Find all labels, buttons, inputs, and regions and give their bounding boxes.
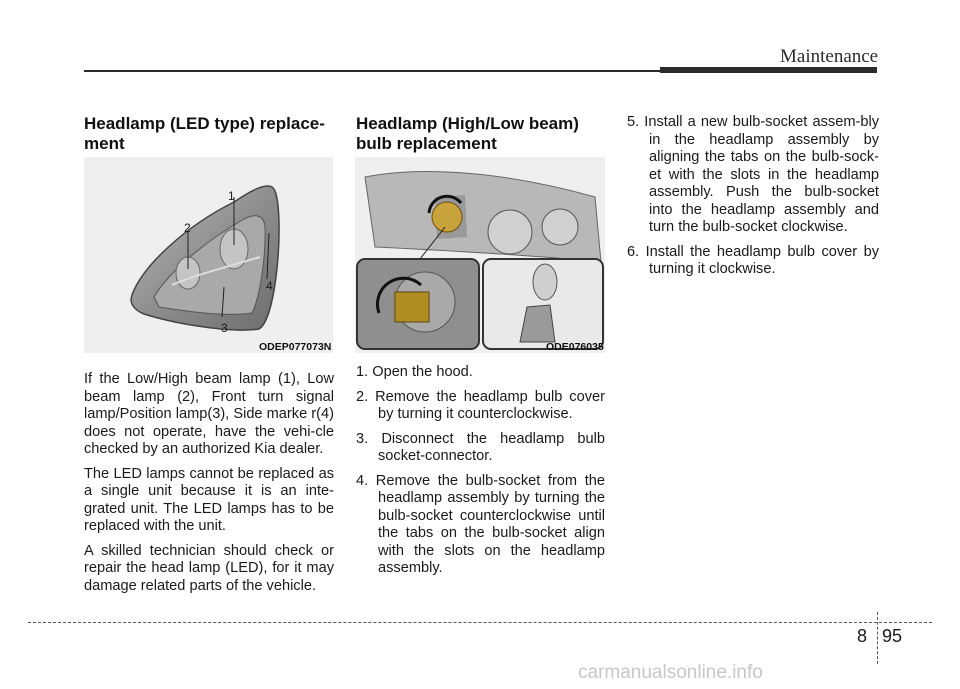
section-title: Maintenance bbox=[780, 46, 879, 67]
led-paragraph-2: The LED lamps cannot be replaced as a single unit because it is an inte-grated unit. The LED lamps has to be replaced with the unit. bbox=[84, 465, 334, 534]
bulb-replacement-heading: Headlamp (High/Low beam) bulb replacement bbox=[356, 114, 579, 153]
led-headlamp-illustration bbox=[84, 157, 333, 353]
callout-1: 1 bbox=[228, 189, 235, 203]
led-headlamp-heading: Headlamp (LED type) replace- ment bbox=[84, 114, 325, 153]
footer-vertical-divider bbox=[877, 612, 878, 664]
figure-code-led: ODEP077073N bbox=[259, 341, 332, 353]
bulb-step-2: 2. Remove the headlamp bulb cover by turning it counterclockwise. bbox=[356, 388, 605, 422]
bulb-replacement-illustration bbox=[355, 157, 605, 353]
header-rule-thick bbox=[660, 67, 877, 73]
led-headlamp-figure bbox=[84, 157, 333, 353]
led-text-block bbox=[84, 371, 334, 602]
watermark: carmanualsonline.info bbox=[578, 662, 763, 683]
bulb-steps-continued bbox=[627, 114, 879, 286]
callout-2: 2 bbox=[184, 221, 191, 235]
led-paragraph-1: If the Low/High beam lamp (1), Low beam lamp (2), Front turn signal lamp/Position lamp(3), Side marke r(4) does not operate, have the vehi-cle checked by an authorized Kia dealer. bbox=[84, 371, 334, 457]
bulb-step-4: 4. Remove the bulb-socket from the headlamp assembly by turning the bulb-socket counterclockwise until the tabs on the bulb-socket align with the slots on the headlamp assembly. bbox=[356, 472, 605, 576]
bulb-replacement-figure bbox=[355, 157, 605, 353]
header-rule-thin bbox=[84, 70, 660, 72]
page-number: 95 bbox=[882, 626, 903, 646]
bulb-step-1: 1. Open the hood. bbox=[356, 364, 473, 380]
callout-3: 3 bbox=[221, 321, 228, 335]
figure-code-bulb: ODE076035 bbox=[546, 341, 604, 353]
bulb-step-3: 3. Disconnect the headlamp bulb socket-connector. bbox=[356, 430, 605, 464]
chapter-number: 8 bbox=[857, 626, 868, 646]
footer-dashed-line bbox=[28, 622, 932, 623]
bulb-step-5: 5. Install a new bulb-socket assem-bly in the headlamp assembly by aligning the tabs on the bulb-sock-et with the slots in the headlamp assembly. Push the bulb-socket into the headlamp assembly and turn the bulb-socket clockwise. bbox=[627, 114, 879, 235]
callout-4: 4 bbox=[266, 279, 273, 293]
led-paragraph-3: A skilled technician should check or repair the head lamp (LED), for it may damage related parts of the vehicle. bbox=[84, 542, 334, 594]
bulb-step-6: 6. Install the headlamp bulb cover by turning it clockwise. bbox=[627, 243, 879, 277]
bulb-steps-block bbox=[356, 364, 605, 585]
